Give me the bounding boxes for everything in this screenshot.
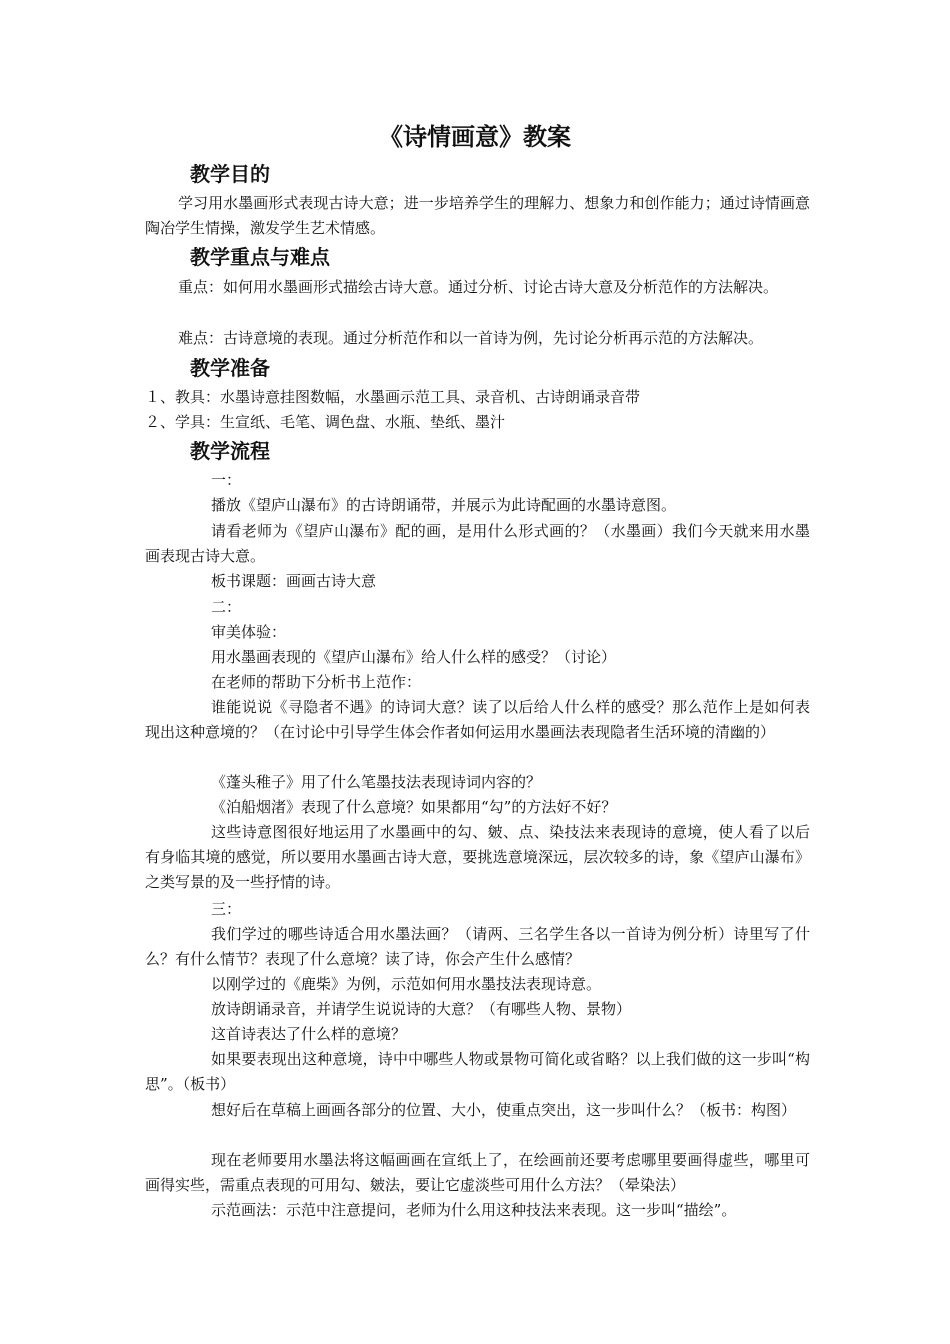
process-para: 如果要表现出这种意境，诗中中哪些人物或景物可简化或省略？以上我们做的这一步叫“构思”。（板书） (145, 1050, 810, 1093)
process-para: 板书课题：画画古诗大意 (211, 572, 377, 590)
process-para: 在老师的帮助下分析书上范作： (211, 673, 422, 691)
process-para: 现在老师要用水墨法将这幅画画在宣纸上了，在绘画前还要考虑哪里要画得虚些，哪里可画得实些，需重点表现的可用勾、皴法，要让它虚淡些可用什么方法？（晕染法） (145, 1151, 810, 1194)
process-para: 播放《望庐山瀑布》的古诗朗诵带，并展示为此诗配画的水墨诗意图。 (211, 496, 677, 514)
process-para: 审美体验： (211, 623, 287, 641)
process-para: 三： (211, 900, 242, 918)
process-para: 二： (211, 598, 242, 616)
heading-goal: 教学目的 (190, 162, 270, 186)
process-para: 放诗朗诵录音，并请学生说说诗的大意？（有哪些人物、景物） (211, 1000, 632, 1018)
heading-prep: 教学准备 (190, 356, 270, 380)
process-para: 谁能说说《寻隐者不遇》的诗词大意？读了以后给人什么样的感受？那么范作上是如何表现出这种意境的？（在讨论中引导学生体会作者如何运用水墨画法表现隐者生活环境的清幽的） (145, 698, 810, 741)
prep-item: １、教具：水墨诗意挂图数幅，水墨画示范工具、录音机、古诗朗诵录音带 (145, 388, 641, 406)
keypoint-difficult: 难点：古诗意境的表现。通过分析范作和以一首诗为例，先讨论分析再示范的方法解决。 (178, 329, 764, 347)
process-para: 以刚学过的《鹿柴》为例，示范如何用水墨技法表现诗意。 (211, 975, 602, 993)
process-para: 这些诗意图很好地运用了水墨画中的勾、皴、点、染技法来表现诗的意境，使人看了以后有身临其境的感觉，所以要用水墨画古诗大意，要挑选意境深远，层次较多的诗，象《望庐山瀑布》之类写景的及一些抒情的诗。 (145, 823, 810, 891)
process-para: 用水墨画表现的《望庐山瀑布》给人什么样的感受？（讨论） (211, 648, 617, 666)
process-para: 《蓬头稚子》用了什么笔墨技法表现诗词内容的？ (211, 773, 542, 791)
process-para: 《泊船烟渚》表现了什么意境？如果都用“勾”的方法好不好？ (211, 798, 617, 816)
heading-process: 教学流程 (190, 439, 270, 463)
process-para: 想好后在草稿上画画各部分的位置、大小，使重点突出，这一步叫什么？（板书：构图） (211, 1101, 797, 1119)
process-para: 示范画法：示范中注意提问，老师为什么用这种技法来表现。这一步叫“描绘”。 (211, 1201, 737, 1219)
heading-keypoints: 教学重点与难点 (190, 245, 330, 269)
goal-text: 学习用水墨画形式表现古诗大意；进一步培养学生的理解力、想象力和创作能力；通过诗情画意陶冶学生情操，激发学生艺术情感。 (145, 194, 810, 237)
process-para: 一： (211, 471, 242, 489)
keypoint-key: 重点：如何用水墨画形式描绘古诗大意。通过分析、讨论古诗大意及分析范作的方法解决。 (178, 278, 779, 296)
prep-item: ２、学具：生宣纸、毛笔、调色盘、水瓶、垫纸、墨汁 (145, 413, 506, 431)
process-para: 这首诗表达了什么样的意境？ (211, 1025, 407, 1043)
process-para: 我们学过的哪些诗适合用水墨法画？（请两、三名学生各以一首诗为例分析）诗里写了什么？有什么情节？表现了什么意境？读了诗，你会产生什么感情？ (145, 925, 810, 968)
document-title: 《诗情画意》教案 (379, 123, 571, 151)
process-para: 请看老师为《望庐山瀑布》配的画，是用什么形式画的？（水墨画）我们今天就来用水墨画表现古诗大意。 (145, 522, 810, 565)
